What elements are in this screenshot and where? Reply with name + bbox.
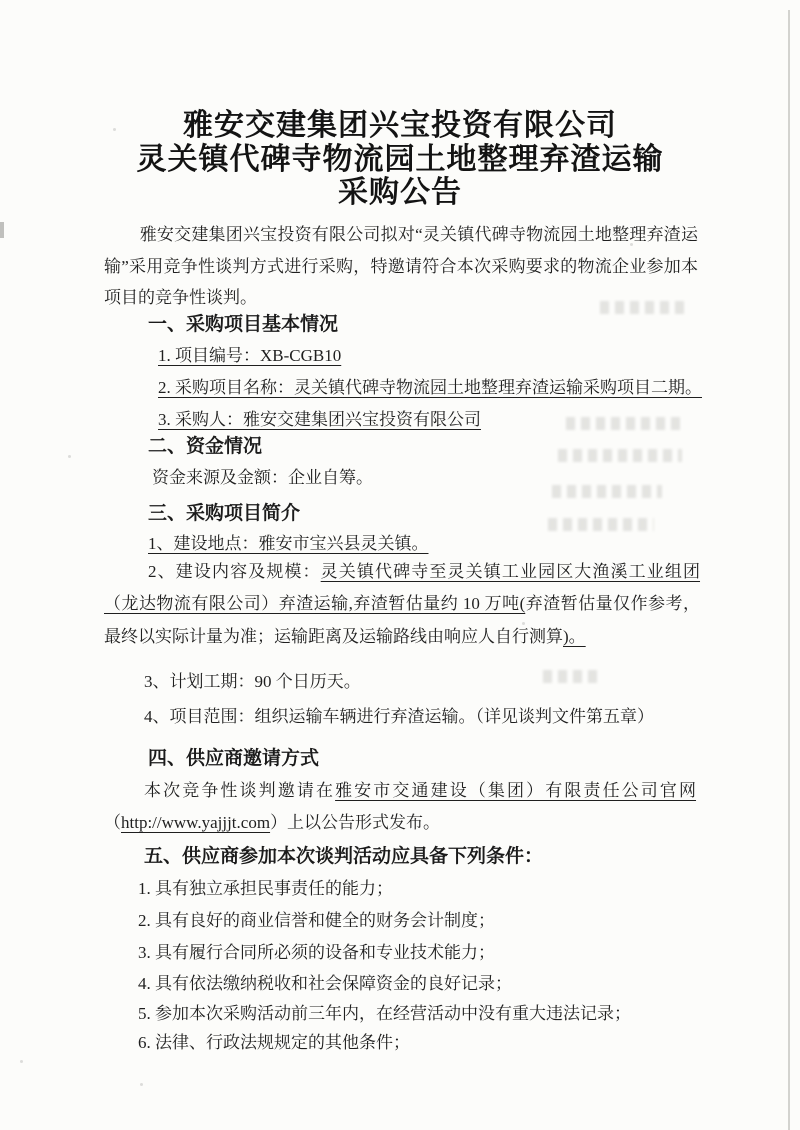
document-title-line-3: 采购公告 — [338, 176, 462, 209]
item-project-name: 2. 采购项目名称：灵关镇代碑寺物流园土地整理弃渣运输采购项目二期。 — [158, 378, 702, 397]
item-project-scope: 4、项目范围：组织运输车辆进行弃渣运输。（详见谈判文件第五章） — [144, 707, 654, 726]
funding-source-line: 资金来源及金额：企业自筹。 — [152, 468, 373, 487]
section-heading-supplier-conditions: 五、供应商参加本次谈判活动应具备下列条件： — [144, 846, 544, 867]
condition-item-2: 2. 具有良好的商业信誉和健全的财务会计制度； — [138, 911, 495, 930]
intro-paragraph: 雅安交建集团兴宝投资有限公司拟对“灵关镇代碑寺物流园土地整理弃渣运输”采用竞争性谈判方式进行采购，特邀请符合本次采购要求的物流企业参加本项目的竞争性谈判。 — [104, 225, 698, 307]
bleed-through-ghost — [552, 485, 662, 498]
bleed-through-ghost — [558, 449, 682, 462]
scan-edge-smudge — [0, 222, 4, 238]
section-heading-basic-info: 一、采购项目基本情况 — [148, 314, 339, 335]
condition-item-3: 3. 具有履行合同所必须的设备和专业技术能力； — [138, 943, 495, 962]
text-segment: （ — [104, 813, 121, 832]
text-segment: 本次竞争性谈判邀请在 — [144, 781, 336, 800]
item-purchaser: 3. 采购人：雅安交建集团兴宝投资有限公司 — [158, 410, 481, 429]
document-title-line-2: 灵关镇代碑寺物流园土地整理弃渣运输 — [136, 143, 664, 176]
scan-speckle — [20, 1060, 23, 1063]
text-segment: )。 — [563, 626, 586, 646]
condition-item-4: 4. 具有依法缴纳税收和社会保障资金的良好记录； — [138, 974, 512, 993]
text-segment: 2、建设内容及规模： — [148, 562, 321, 581]
item-construction-site: 1、建设地点：雅安市宝兴县灵关镇。 — [148, 534, 429, 553]
item-construction-scope — [104, 556, 700, 653]
bleed-through-ghost — [548, 518, 654, 531]
text-segment: http://www.yajjjt.com — [121, 813, 271, 832]
document-title-line-1: 雅安交建集团兴宝投资有限公司 — [183, 109, 617, 142]
bleed-through-ghost — [543, 670, 601, 683]
text-segment: 雅安市交通建设（集团）有限责任公司官网 — [335, 781, 697, 800]
section-heading-funding: 二、资金情况 — [148, 436, 263, 457]
item-planned-duration: 3、计划工期：90 个日历天。 — [144, 672, 361, 691]
text-segment: 弃渣暂估量仅作参考，最终以实际计量为准；运输距离及运输路线由响应人自行测算 — [104, 594, 701, 646]
section-heading-project-brief: 三、采购项目简介 — [148, 503, 301, 524]
invitation-paragraph — [104, 775, 696, 839]
section-heading-invitation-method: 四、供应商邀请方式 — [148, 748, 320, 769]
text-segment: ）上以公告形式发布。 — [270, 813, 441, 832]
scan-speckle — [68, 455, 71, 458]
scan-speckle — [140, 1083, 143, 1086]
bleed-through-ghost — [566, 417, 684, 430]
condition-item-6: 6. 法律、行政法规规定的其他条件； — [138, 1033, 410, 1052]
condition-item-1: 1. 具有独立承担民事责任的能力； — [138, 879, 393, 898]
condition-item-5: 5. 参加本次采购活动前三年内，在经营活动中没有重大违法记录； — [138, 1004, 631, 1023]
text-segment: 灵关镇代碑寺至灵关镇工业园区大渔溪工业组团（龙达物流有限公司）弃渣运输,弃渣暂估量约 10 万吨( — [104, 562, 701, 614]
item-project-number: 1. 项目编号：XB-CGB10 — [158, 346, 342, 365]
